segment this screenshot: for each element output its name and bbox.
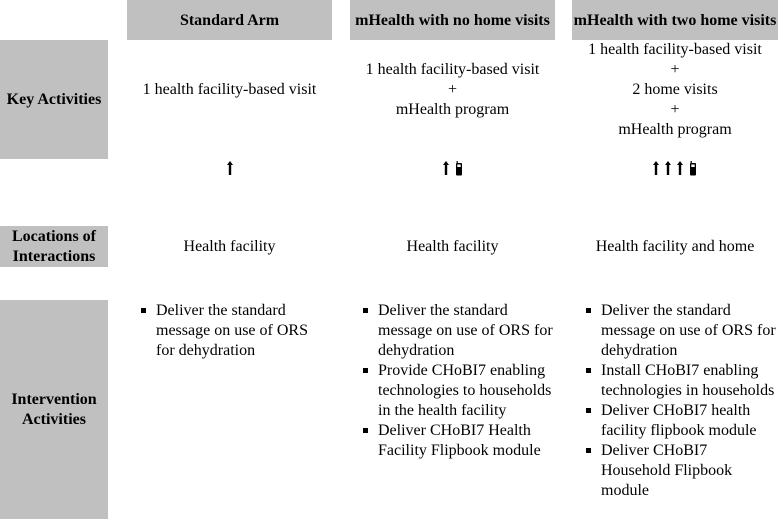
intervention-item: Deliver the standard message on use of ORS for dehydration: [134, 301, 330, 361]
key-activity-line: 1 health facility-based visit: [588, 41, 762, 58]
column-header-standard-arm: Standard Arm: [179, 11, 280, 29]
key-activity-line: mHealth program: [395, 101, 510, 118]
row-label-locations: Locations of Interactions: [12, 227, 96, 265]
icons-standard-arm: [127, 160, 332, 176]
intervention-item: Deliver CHoBI7 health facility flipbook module: [579, 401, 778, 441]
location-mhealth-two-home-visits: Health facility and home: [595, 238, 755, 255]
key-activities-mhealth-two-home-visits: [572, 40, 778, 140]
person-icon: [677, 161, 683, 175]
row-label-key-activities: Key Activities: [6, 90, 102, 108]
key-activity-plus: +: [447, 81, 458, 98]
location-standard-arm: Health facility: [183, 238, 276, 255]
mobile-phone-icon: [455, 161, 463, 176]
mobile-phone-icon: [689, 161, 697, 176]
column-header-mhealth-no-home-visits: mHealth with no home visits: [355, 11, 550, 29]
intervention-item: Deliver CHoBI7 Health Facility Flipbook module: [356, 421, 556, 461]
key-activities-standard-arm: [127, 40, 332, 140]
icons-mhealth-no-home-visits: [350, 160, 555, 176]
person-icon: [227, 161, 233, 175]
intervention-item: Install CHoBI7 enabling technologies in households: [579, 361, 778, 401]
intervention-list-mhealth-two-home-visits: [579, 301, 778, 501]
key-activity-line: 1 health facility-based visit: [365, 61, 540, 78]
intervention-item: Deliver the standard message on use of ORS for dehydration: [579, 301, 778, 361]
intervention-item: Deliver the standard message on use of ORS for dehydration: [356, 301, 556, 361]
key-activity-line: mHealth program: [618, 121, 732, 138]
key-activity-line: 1 health facility-based visit: [142, 81, 317, 98]
column-header-mhealth-two-home-visits: mHealth with two home visits: [573, 11, 777, 29]
key-activity-line: 2 home visits: [632, 81, 718, 98]
person-icon: [653, 161, 659, 175]
key-activities-mhealth-no-home-visits: [350, 40, 555, 140]
key-activity-plus: +: [670, 61, 680, 78]
icons-mhealth-two-home-visits: [572, 160, 778, 176]
person-icon: [665, 161, 671, 175]
row-label-intervention-activities: Intervention Activities: [11, 390, 97, 428]
person-icon: [443, 161, 449, 175]
key-activity-plus: +: [670, 101, 680, 118]
intervention-list-mhealth-no-home-visits: [356, 301, 556, 461]
intervention-item: Provide CHoBI7 enabling technologies to households in the health facility: [356, 361, 556, 421]
intervention-list-standard-arm: [134, 301, 330, 361]
intervention-item: Deliver CHoBI7 Household Flipbook module: [579, 441, 778, 501]
location-mhealth-no-home-visits: Health facility: [406, 238, 499, 255]
